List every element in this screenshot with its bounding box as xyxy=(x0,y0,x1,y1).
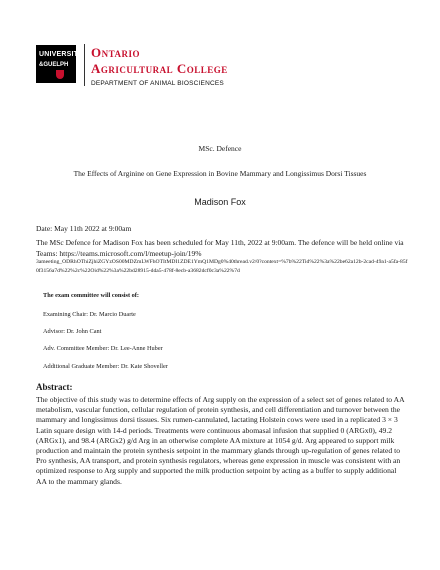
shield-icon xyxy=(56,70,64,79)
defence-date: Date: May 11th 2022 at 9:00am xyxy=(36,224,132,233)
university-of-guelph-logo xyxy=(36,45,84,83)
committee-member: Advisor: Dr. John Cant xyxy=(43,328,102,335)
abstract-body: The objective of this study was to determine effects of Arg supply on the expression of a select set of genes related to AA metabolism, vascular function, cellular regulation of protein synthesis, and cell differentiation and turnover between the mammary and longissimus dorsi tissues. Six rumen-cannulated, lactating Holstein cows were used in a replicated 3 × 3 Latin square design with 14-d periods. Treatments were continuous abomasal infusion that supplied 0 (ARGx0), 49.2 (ARGx1), and 98.4 (ARGx2) g/d Arg in an otherwise complete AA mixture at 1054 g/d. Arg appeared to support milk production and maintain the protein synthesis setpoint in the mammary glands through up-regulation of genes related to Pro synthesis, AA transport, and protein synthesis regulators, whereas gene expression in muscle was consistent with an optimized response to Arg supply and supported the milk production setpoint by acting as a buffer to supply additional AA to the mammary glands. xyxy=(36,395,405,486)
committee-member: Adv. Committee Member: Dr. Lee-Anne Huber xyxy=(43,345,163,352)
college-name-line1: Ontario xyxy=(91,45,140,60)
teams-meeting-link[interactable]: 3ameeting_ODRhOThiZjhiZGYzOS00MDZmLWFhOTItMDI1ZDE1YmQ1MDg0%40thread.v2/0?context=%7b%22Tid%22%3a%22be62a12b-2cad-49a1-a5fa-85f0f3156a7d%22%2c%22Oid%22%3a%22bd28915-dda5-478f-8ecb-a3682dcf0c3a%22%7d xyxy=(36,259,408,274)
department-name: DEPARTMENT OF ANIMAL BIOSCIENCES xyxy=(91,80,224,87)
schedule-text: The MSc Defence for Madison Fox has been scheduled for May 11th, 2022 at 9:00am. The defence will be held online via Teams: https://teams.microsoft.com/l/meetup-join/19% xyxy=(36,238,404,258)
committee-heading: The exam committee will consist of: xyxy=(43,292,140,299)
committee-member: Examining Chair: Dr. Marcio Duarte xyxy=(43,311,136,318)
header-divider xyxy=(84,44,85,86)
thesis-title: The Effects of Arginine on Gene Expression in Bovine Mammary and Longissimus Dorsi Tissues xyxy=(73,169,367,178)
event-title: MSc. Defence xyxy=(198,144,242,153)
logo-text-line1: UNIVERSITY xyxy=(39,51,84,58)
college-name-line2: Agricultural College xyxy=(91,61,228,76)
candidate-name: Madison Fox xyxy=(194,197,246,207)
logo-text-line2: &GUELPH xyxy=(39,62,69,68)
abstract-heading: Abstract: xyxy=(36,382,73,392)
committee-member: Additional Graduate Member: Dr. Kate Shoveller xyxy=(43,363,168,370)
